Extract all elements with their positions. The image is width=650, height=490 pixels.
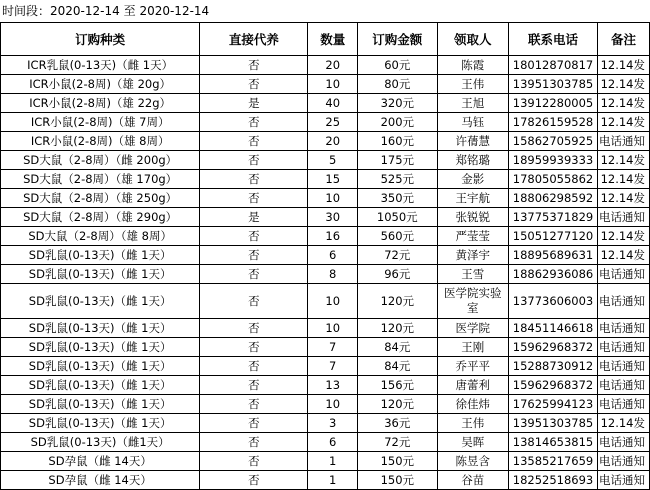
cell-qty: 15: [308, 170, 358, 189]
cell-type: SD大鼠（2-8周）（雄 170g）: [1, 170, 200, 189]
cell-type: SD乳鼠(0-13天)（雌 1天）: [1, 319, 200, 338]
table-row: [1, 414, 650, 433]
cell-phone: 13773606003: [509, 284, 598, 319]
cell-amount: 200元: [358, 113, 438, 132]
cell-person: 医学院: [437, 319, 508, 338]
cell-note: 电话通知: [597, 208, 649, 227]
cell-person: 王刚: [437, 338, 508, 357]
cell-type: SD乳鼠(0-13天)（雌1天）: [1, 433, 200, 452]
cell-note: 12.14发: [597, 75, 649, 94]
cell-proxy: 否: [200, 338, 308, 357]
cell-type: SD大鼠（2-8周）（雄 290g）: [1, 208, 200, 227]
table-row: [1, 284, 650, 319]
cell-proxy: 否: [200, 56, 308, 75]
cell-proxy: 否: [200, 75, 308, 94]
cell-person: 张锐锐: [437, 208, 508, 227]
cell-note: 12.14发: [597, 189, 649, 208]
cell-amount: 84元: [358, 357, 438, 376]
table-row: [1, 265, 650, 284]
cell-proxy: 否: [200, 433, 308, 452]
cell-qty: 30: [308, 208, 358, 227]
header-qty: 数量: [308, 23, 358, 56]
cell-amount: 36元: [358, 414, 438, 433]
cell-person: 王宇航: [437, 189, 508, 208]
cell-amount: 150元: [358, 452, 438, 471]
cell-person: 王雪: [437, 265, 508, 284]
cell-note: 12.14发: [597, 113, 649, 132]
time-range-end: 2020-12-14: [139, 4, 210, 18]
table-row: [1, 246, 650, 265]
table-row: [1, 395, 650, 414]
cell-amount: 120元: [358, 319, 438, 338]
cell-amount: 84元: [358, 338, 438, 357]
table-header-row: [1, 23, 650, 56]
cell-note: 12.14发: [597, 170, 649, 189]
cell-person: 徐佳炜: [437, 395, 508, 414]
cell-proxy: 否: [200, 227, 308, 246]
cell-type: ICR小鼠(2-8周)（雄 22g）: [1, 94, 200, 113]
cell-person: 马钰: [437, 113, 508, 132]
cell-phone: 15962968372: [509, 376, 598, 395]
cell-proxy: 否: [200, 452, 308, 471]
cell-phone: 18252518693: [509, 471, 598, 490]
cell-proxy: 否: [200, 471, 308, 490]
cell-qty: 3: [308, 414, 358, 433]
cell-qty: 5: [308, 151, 358, 170]
cell-amount: 1050元: [358, 208, 438, 227]
cell-amount: 350元: [358, 189, 438, 208]
cell-person: 王伟: [437, 414, 508, 433]
table-row: [1, 94, 650, 113]
cell-phone: 15962968372: [509, 338, 598, 357]
cell-phone: 13951303785: [509, 75, 598, 94]
cell-person: 乔平平: [437, 357, 508, 376]
table-row: [1, 227, 650, 246]
cell-phone: 13912280005: [509, 94, 598, 113]
cell-phone: 17805055862: [509, 170, 598, 189]
header-note: 备注: [597, 23, 649, 56]
cell-phone: 15288730912: [509, 357, 598, 376]
header-type: 订购种类: [1, 23, 200, 56]
cell-phone: 18862936086: [509, 265, 598, 284]
cell-qty: 16: [308, 227, 358, 246]
table-row: [1, 75, 650, 94]
cell-type: SD乳鼠(0-13天)（雌 1天）: [1, 265, 200, 284]
cell-amount: 525元: [358, 170, 438, 189]
cell-person: 陈霞: [437, 56, 508, 75]
cell-amount: 120元: [358, 395, 438, 414]
cell-proxy: 否: [200, 284, 308, 319]
cell-person: 陈昱含: [437, 452, 508, 471]
cell-phone: 18959939333: [509, 151, 598, 170]
cell-note: 电话通知: [597, 433, 649, 452]
table-row: [1, 189, 650, 208]
cell-note: 电话通知: [597, 395, 649, 414]
cell-note: 12.14发: [597, 94, 649, 113]
table-row: [1, 376, 650, 395]
cell-person: 王伟: [437, 75, 508, 94]
cell-person: 王旭: [437, 94, 508, 113]
table-row: [1, 113, 650, 132]
cell-type: SD乳鼠(0-13天)（雌 1天）: [1, 395, 200, 414]
cell-note: 电话通知: [597, 132, 649, 151]
table-row: [1, 338, 650, 357]
cell-note: 电话通知: [597, 284, 649, 319]
cell-proxy: 否: [200, 132, 308, 151]
table-row: [1, 56, 650, 75]
table-row: [1, 452, 650, 471]
cell-qty: 10: [308, 189, 358, 208]
cell-phone: 18012870817: [509, 56, 598, 75]
cell-proxy: 是: [200, 208, 308, 227]
cell-qty: 10: [308, 75, 358, 94]
cell-proxy: 是: [200, 94, 308, 113]
time-range-label: 时间段：: [2, 4, 51, 18]
cell-qty: 10: [308, 284, 358, 319]
cell-amount: 560元: [358, 227, 438, 246]
cell-amount: 72元: [358, 433, 438, 452]
cell-type: SD乳鼠(0-13天)（雌 1天）: [1, 376, 200, 395]
cell-note: 12.14发: [597, 414, 649, 433]
cell-amount: 150元: [358, 471, 438, 490]
cell-amount: 320元: [358, 94, 438, 113]
cell-proxy: 否: [200, 170, 308, 189]
cell-qty: 10: [308, 319, 358, 338]
cell-note: 12.14发: [597, 246, 649, 265]
cell-person: 唐蕾利: [437, 376, 508, 395]
cell-amount: 175元: [358, 151, 438, 170]
cell-person: 金影: [437, 170, 508, 189]
table-row: [1, 433, 650, 452]
table-row: [1, 208, 650, 227]
table-row: [1, 151, 650, 170]
cell-proxy: 否: [200, 113, 308, 132]
cell-proxy: 否: [200, 357, 308, 376]
header-proxy: 直接代养: [200, 23, 308, 56]
cell-amount: 160元: [358, 132, 438, 151]
cell-qty: 40: [308, 94, 358, 113]
cell-qty: 7: [308, 357, 358, 376]
cell-person: 吴晖: [437, 433, 508, 452]
cell-qty: 6: [308, 433, 358, 452]
cell-proxy: 否: [200, 376, 308, 395]
cell-note: 12.14发: [597, 227, 649, 246]
cell-type: SD大鼠（2-8周）（雌 200g）: [1, 151, 200, 170]
cell-note: 12.14发: [597, 151, 649, 170]
header-person: 领取人: [437, 23, 508, 56]
cell-amount: 60元: [358, 56, 438, 75]
cell-phone: 13814653815: [509, 433, 598, 452]
cell-qty: 20: [308, 132, 358, 151]
cell-note: 电话通知: [597, 338, 649, 357]
cell-type: ICR小鼠(2-8周)（雄 8周）: [1, 132, 200, 151]
cell-proxy: 否: [200, 414, 308, 433]
cell-type: ICR小鼠(2-8周)（雄 20g）: [1, 75, 200, 94]
cell-phone: 18895689631: [509, 246, 598, 265]
cell-phone: 15862705925: [509, 132, 598, 151]
cell-note: 电话通知: [597, 319, 649, 338]
cell-type: SD乳鼠(0-13天)（雌 1天）: [1, 414, 200, 433]
table-row: [1, 471, 650, 490]
cell-proxy: 否: [200, 246, 308, 265]
cell-phone: 13951303785: [509, 414, 598, 433]
cell-person: 谷苗: [437, 471, 508, 490]
cell-phone: 13775371829: [509, 208, 598, 227]
cell-person: 严莹莹: [437, 227, 508, 246]
cell-proxy: 否: [200, 319, 308, 338]
cell-proxy: 否: [200, 151, 308, 170]
cell-type: ICR小鼠(2-8周)（雄 7周）: [1, 113, 200, 132]
table-row: [1, 357, 650, 376]
cell-note: 电话通知: [597, 471, 649, 490]
cell-note: 电话通知: [597, 357, 649, 376]
cell-person: 许蒨慧: [437, 132, 508, 151]
cell-amount: 156元: [358, 376, 438, 395]
cell-proxy: 否: [200, 265, 308, 284]
cell-person: 黄泽宇: [437, 246, 508, 265]
cell-phone: 18806298592: [509, 189, 598, 208]
cell-qty: 8: [308, 265, 358, 284]
table-body: [1, 56, 650, 490]
table-row: [1, 319, 650, 338]
time-range-separator: 至: [123, 4, 136, 18]
cell-amount: 96元: [358, 265, 438, 284]
cell-qty: 13: [308, 376, 358, 395]
cell-phone: 18451146618: [509, 319, 598, 338]
cell-phone: 17625994123: [509, 395, 598, 414]
cell-person: 医学院实验室: [437, 284, 508, 319]
cell-qty: 1: [308, 452, 358, 471]
cell-note: 电话通知: [597, 265, 649, 284]
cell-phone: 13585217659: [509, 452, 598, 471]
cell-type: SD孕鼠（雌 14天）: [1, 452, 200, 471]
cell-note: 12.14发: [597, 56, 649, 75]
cell-amount: 80元: [358, 75, 438, 94]
cell-type: ICR乳鼠(0-13天)（雌 1天）: [1, 56, 200, 75]
cell-note: 电话通知: [597, 376, 649, 395]
cell-amount: 120元: [358, 284, 438, 319]
cell-type: SD乳鼠(0-13天)（雌 1天）: [1, 246, 200, 265]
cell-note: 电话通知: [597, 452, 649, 471]
header-amount: 订购金额: [358, 23, 438, 56]
cell-qty: 7: [308, 338, 358, 357]
cell-type: SD乳鼠(0-13天)（雌 1天）: [1, 284, 200, 319]
table-row: [1, 170, 650, 189]
time-range-bar: [0, 0, 650, 22]
cell-proxy: 否: [200, 189, 308, 208]
cell-type: SD大鼠（2-8周）（雄 250g）: [1, 189, 200, 208]
orders-table: [0, 22, 650, 490]
cell-qty: 1: [308, 471, 358, 490]
cell-phone: 17826159528: [509, 113, 598, 132]
cell-qty: 6: [308, 246, 358, 265]
time-range-start: 2020-12-14: [50, 4, 120, 18]
cell-type: SD乳鼠(0-13天)（雌 1天）: [1, 357, 200, 376]
cell-type: SD孕鼠（雌 14天）: [1, 471, 200, 490]
cell-person: 郑铭璐: [437, 151, 508, 170]
cell-phone: 15051277120: [509, 227, 598, 246]
cell-qty: 25: [308, 113, 358, 132]
cell-amount: 72元: [358, 246, 438, 265]
cell-type: SD大鼠（2-8周）（雄 8周）: [1, 227, 200, 246]
table-row: [1, 132, 650, 151]
cell-qty: 20: [308, 56, 358, 75]
cell-proxy: 否: [200, 395, 308, 414]
cell-type: SD乳鼠(0-13天)（雌 1天）: [1, 338, 200, 357]
header-phone: 联系电话: [509, 23, 598, 56]
cell-qty: 10: [308, 395, 358, 414]
